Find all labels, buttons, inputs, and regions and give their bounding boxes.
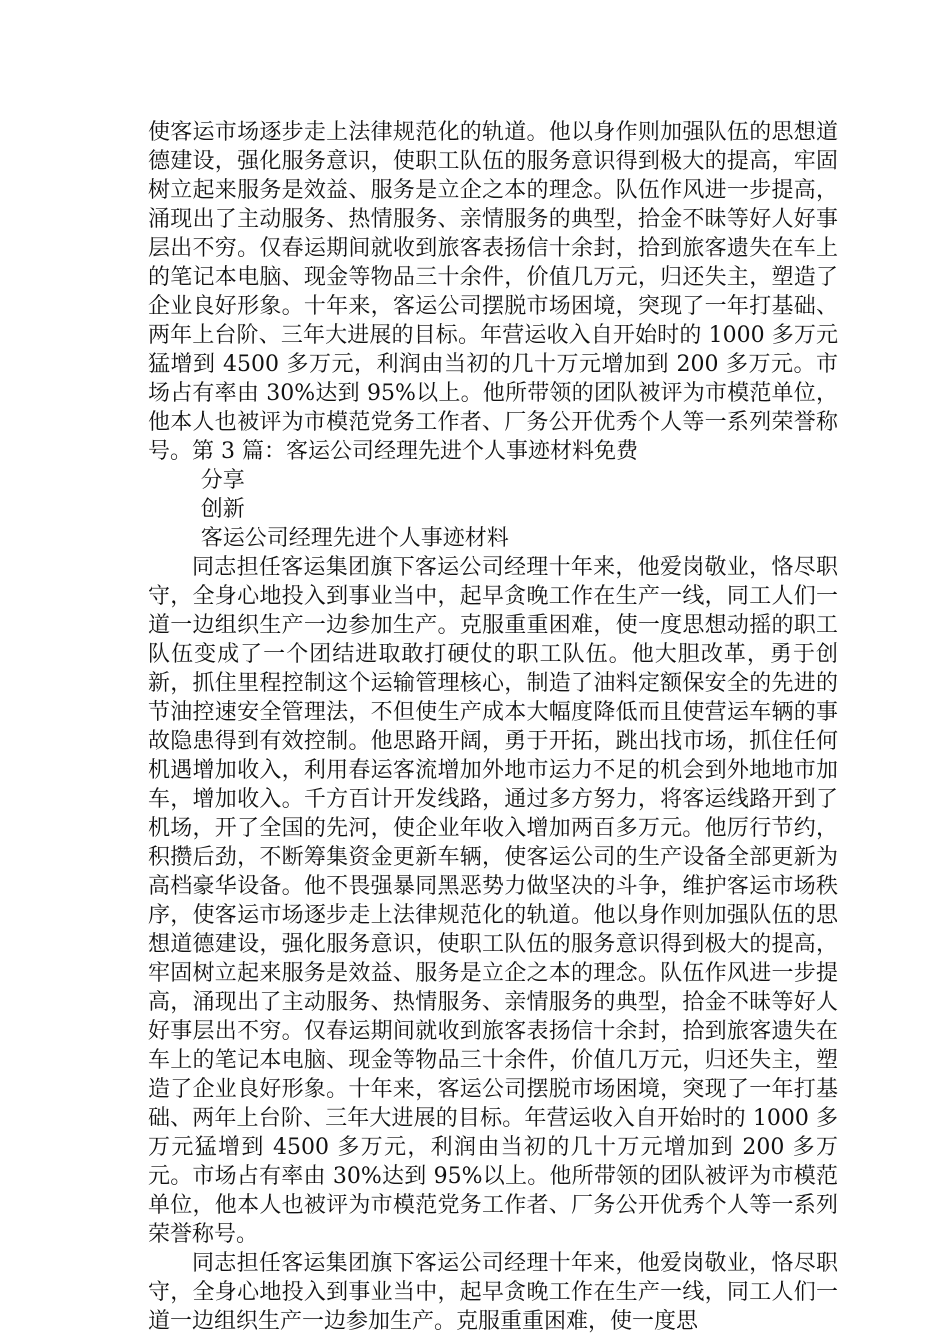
- paragraph-main-story: 同志担任客运集团旗下客运公司经理十年来，他爱岗敬业，恪尽职守，全身心地投入到事业当中，起早贪晚工作在生产一线，同工人们一道一边组织生产一边参加生产。克服重重困难，使一度思想动摇的职工队伍变成了一个团结进取敢打硬仗的职工队伍。他大胆改革，勇于创新，抓住里程控制这个运输管理核心，制造了油料定额保安全的先进的节油控速安全管理法，不但使生产成本大幅度降低而且使营运车辆的事故隐患得到有效控制。他思路开阔，勇于开拓，跳出找市场，抓住任何机遇增加收入，利用春运客流增加外地市运力不足的机会到外地地市加车，增加收入。千方百计开发线路，通过多方努力，将客运线路开到了机场，开了全国的先河，使企业年收入增加两百多万元。他厉行节约，积攒后劲，不断筹集资金更新车辆，使客运公司的生产设备全部更新为高档豪华设备。他不畏强暴同黑恶势力做坚决的斗争，维护客运市场秩序，使客运市场逐步走上法律规范化的轨道。他以身作则加强队伍的思想道德建设，强化服务意识，使职工队伍的服务意识得到极大的提高，牢固树立起来服务是效益、服务是立企之本的理念。队伍作风进一步提高，涌现出了主动服务、热情服务、亲情服务的典型，拾金不昧等好人好事层出不穷。仅春运期间就收到旅客表扬信十余封，拾到旅客遗失在车上的笔记本电脑、现金等物品三十余件，价值几万元，归还失主，塑造了企业良好形象。十年来，客运公司摆脱市场困境，突现了一年打基础、两年上台阶、三年大进展的目标。年营运收入自开始时的 1000 多万元猛增到 4500 多万元，利润由当初的几十万元增加到 200 多万元。市场占有率由 30%达到 95%以上。他所带领的团队被评为市模范单位，他本人也被评为市模范党务工作者、厂务公开优秀个人等一系列荣誉称号。: [148, 555, 838, 1247]
- document-page: [148, 118, 838, 1336]
- paragraph-share: 分享: [200, 468, 245, 493]
- paragraph-innovation: 创新: [200, 497, 245, 522]
- paragraph-continuation: 使客运市场逐步走上法律规范化的轨道。他以身作则加强队伍的思想道德建设，强化服务意识，使职工队伍的服务意识得到极大的提高，牢固树立起来服务是效益、服务是立企之本的理念。队伍作风进一步提高，涌现出了主动服务、热情服务、亲情服务的典型，拾金不昧等好人好事层出不穷。仅春运期间就收到旅客表扬信十余封，拾到旅客遗失在车上的笔记本电脑、现金等物品三十余件，价值几万元，归还失主，塑造了企业良好形象。十年来，客运公司摆脱市场困境，突现了一年打基础、两年上台阶、三年大进展的目标。年营运收入自开始时的 1000 多万元猛增到 4500 多万元，利润由当初的几十万元增加到 200 多万元。市场占有率由 30%达到 95%以上。他所带领的团队被评为市模范单位，他本人也被评为市模范党务工作者、厂务公开优秀个人等一系列荣誉称号。第 3 篇：客运公司经理先进个人事迹材料免费: [148, 120, 838, 464]
- section-heading: 客运公司经理先进个人事迹材料: [200, 526, 509, 551]
- paragraph-repeat-start: 同志担任客运集团旗下客运公司经理十年来，他爱岗敬业，恪尽职守，全身心地投入到事业当中，起早贪晚工作在生产一线，同工人们一道一边组织生产一边参加生产。克服重重困难，使一度思: [148, 1251, 838, 1334]
